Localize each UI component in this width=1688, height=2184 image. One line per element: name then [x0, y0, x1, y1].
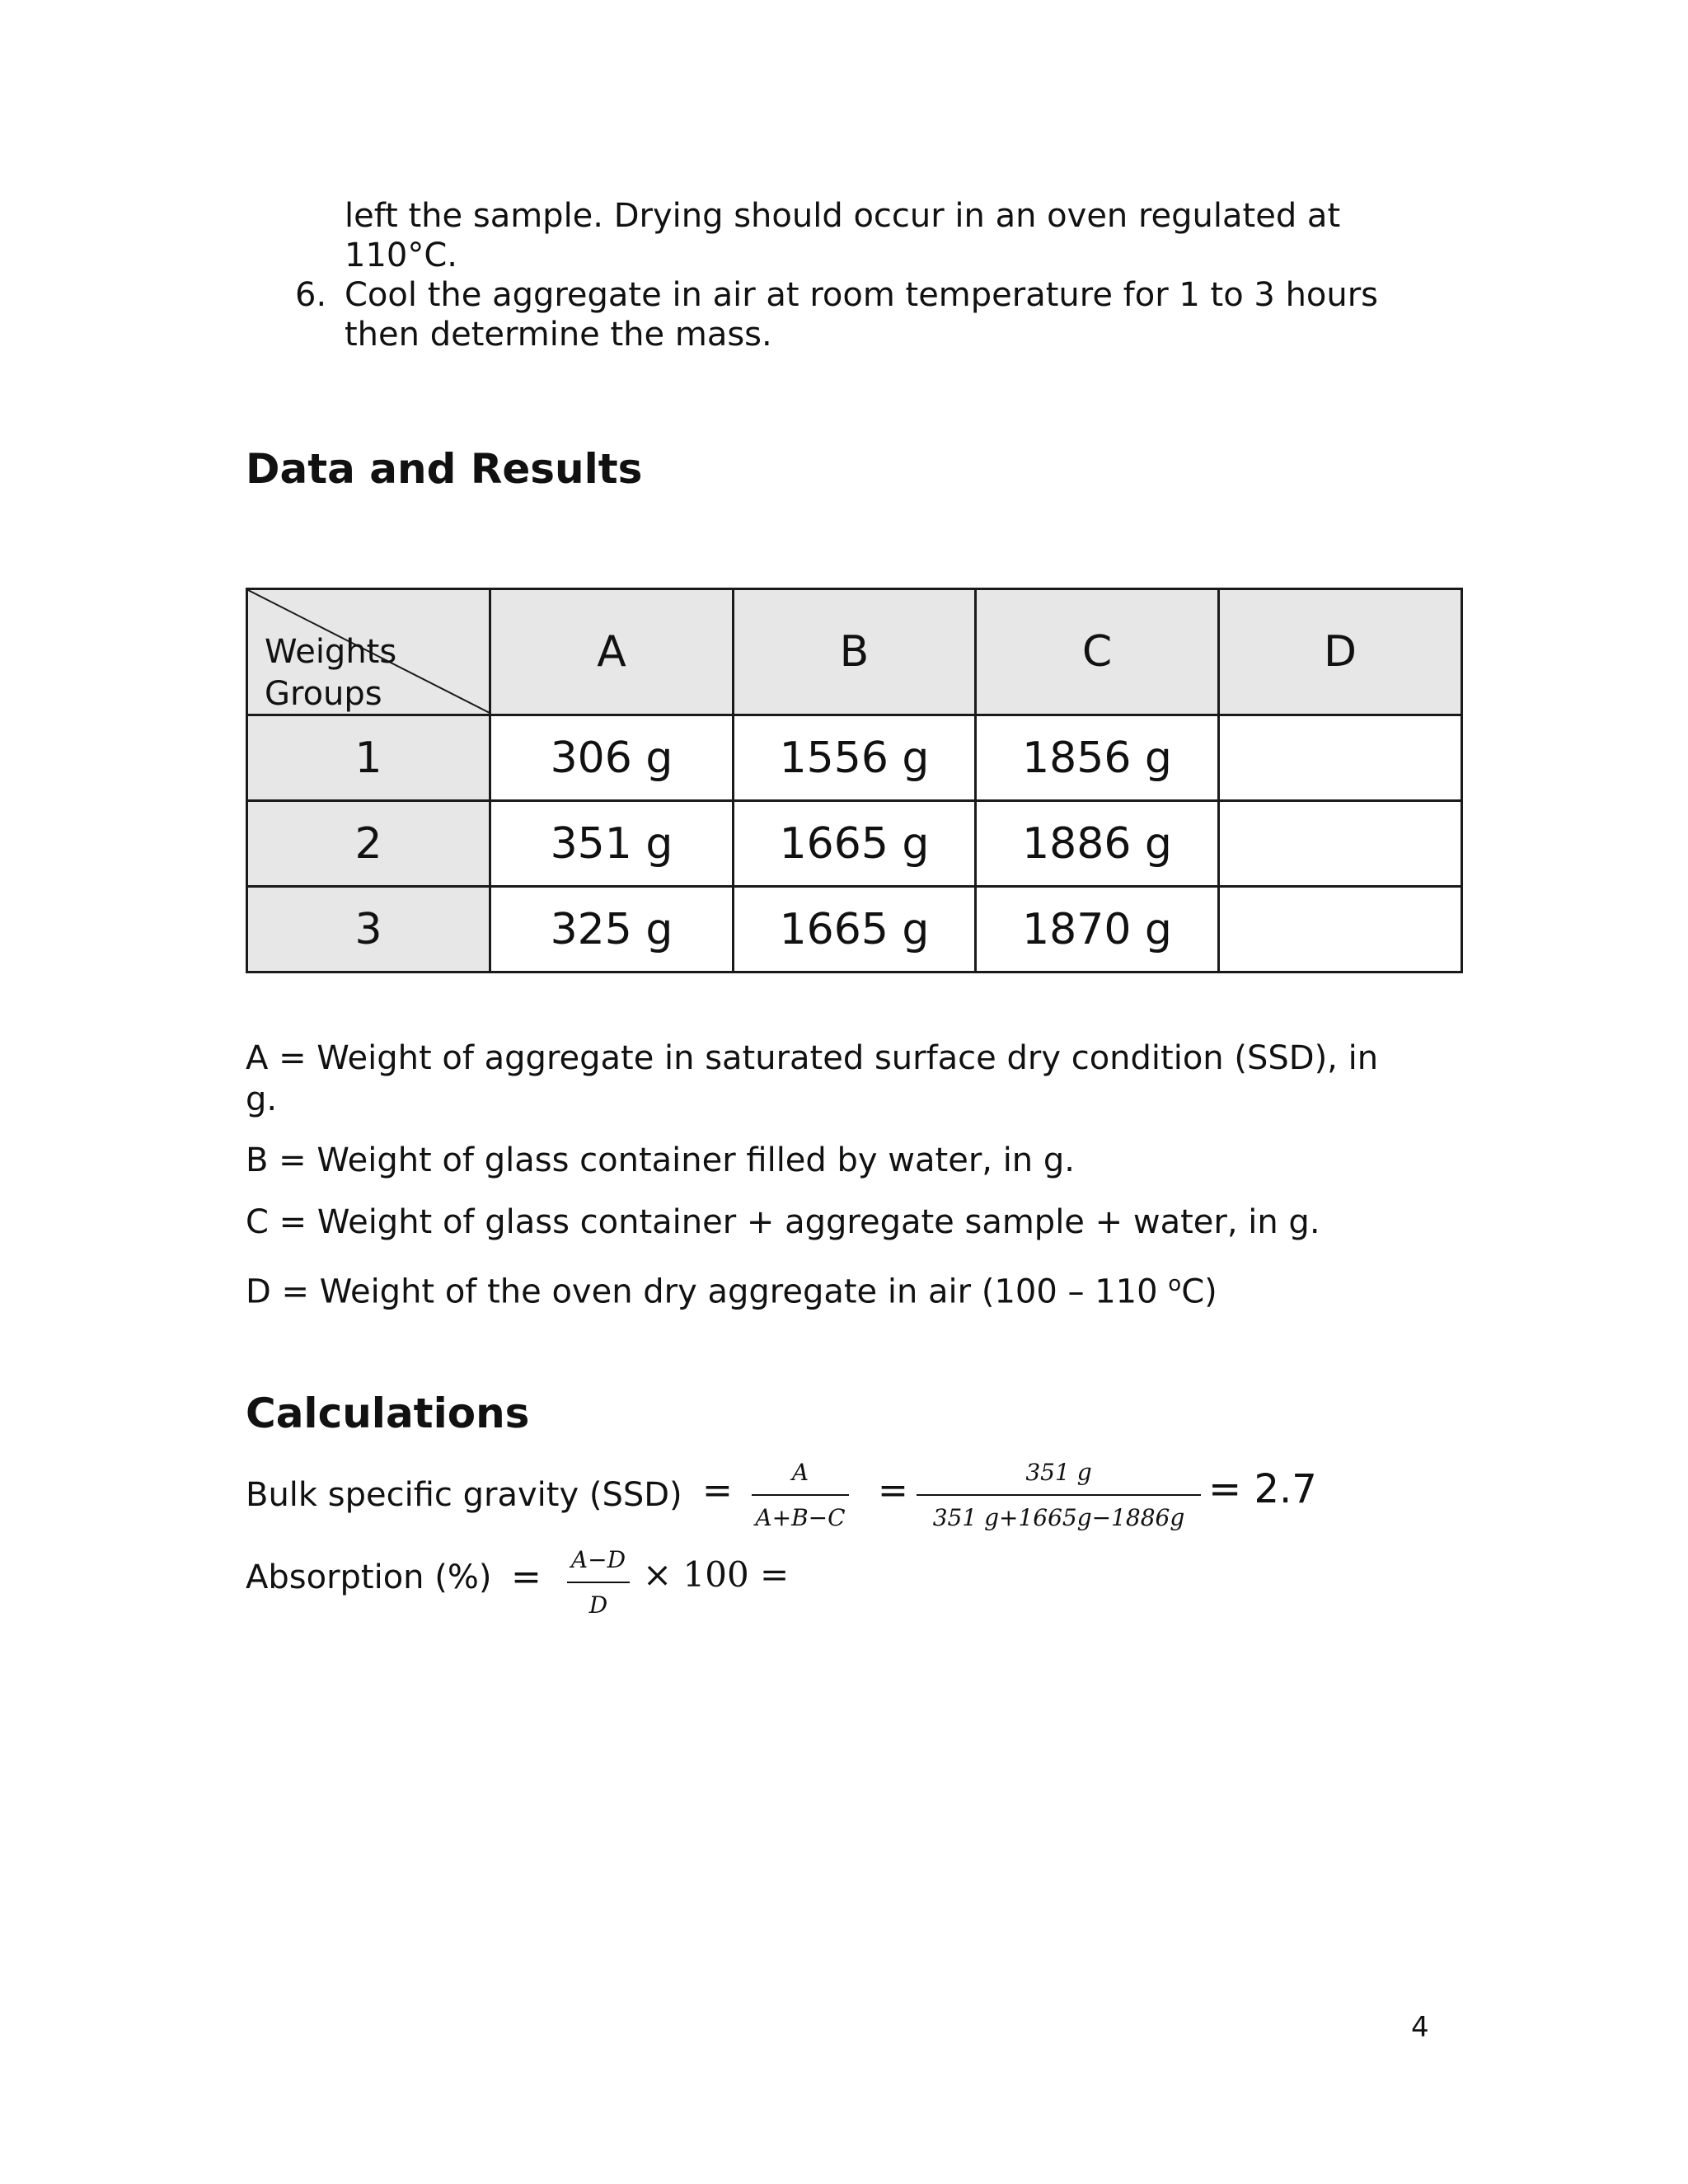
- table-cell: 325 g: [490, 887, 734, 972]
- absorption-fraction: [567, 1546, 630, 1619]
- table-row: [247, 715, 1462, 801]
- bulk-fraction-2-numerator: 351 g: [1025, 1459, 1092, 1486]
- table-header-row: [247, 589, 1462, 715]
- group-cell: 3: [247, 887, 490, 972]
- column-header-b: B: [734, 589, 976, 715]
- table-cell: [1219, 887, 1462, 972]
- definition-b: B = Weight of glass container filled by water, in g.: [246, 1141, 1075, 1179]
- corner-label-groups: Groups: [265, 675, 382, 713]
- group-cell: 2: [247, 801, 490, 887]
- bulk-result: = 2.7: [1208, 1466, 1317, 1512]
- table-cell: [1219, 715, 1462, 801]
- absorption-equals: =: [511, 1556, 542, 1598]
- weights-table: [246, 588, 1463, 973]
- degree-superscript: o: [1168, 1272, 1182, 1296]
- step-continuation-line-1: left the sample. Drying should occur in an oven regulated at: [345, 197, 1341, 235]
- absorption-label: Absorption (%): [246, 1558, 492, 1596]
- step-continuation-line-2: 110°C.: [345, 237, 457, 274]
- definition-c: C = Weight of glass container + aggregate sample + water, in g.: [246, 1203, 1320, 1241]
- bulk-equals-1: =: [702, 1469, 733, 1511]
- fraction-bar: [917, 1494, 1201, 1496]
- table-cell: 1886 g: [976, 801, 1219, 887]
- column-header-c: C: [976, 589, 1219, 715]
- definition-d-text: D = Weight of the oven dry aggregate in air (100 – 110: [246, 1272, 1169, 1311]
- absorption-fraction-denominator: D: [588, 1591, 608, 1619]
- column-header-a: A: [490, 589, 734, 715]
- fraction-bar: [567, 1582, 630, 1583]
- page-number: 4: [1411, 2011, 1429, 2044]
- table-row: [247, 801, 1462, 887]
- bulk-fraction-1-denominator: A+B−C: [755, 1504, 846, 1531]
- table-corner-cell: [247, 589, 490, 715]
- table-cell: 1870 g: [976, 887, 1219, 972]
- table-cell: 1856 g: [976, 715, 1219, 801]
- definition-a-line-1: A = Weight of aggregate in saturated surface dry condition (SSD), in: [246, 1039, 1379, 1077]
- bulk-fraction-2-denominator: 351 g+1665g−1886g: [932, 1504, 1185, 1531]
- step-6-line-1: Cool the aggregate in air at room temperature for 1 to 3 hours: [345, 276, 1379, 314]
- bulk-equals-2: =: [878, 1469, 908, 1511]
- step-6-number: 6.: [295, 276, 327, 314]
- table-cell: 1665 g: [734, 887, 976, 972]
- table-cell: 351 g: [490, 801, 734, 887]
- absorption-fraction-numerator: A−D: [570, 1546, 626, 1573]
- calculations-heading: Calculations: [246, 1390, 530, 1437]
- data-results-heading: Data and Results: [246, 445, 643, 493]
- step-6-line-2: then determine the mass.: [345, 316, 772, 354]
- absorption-times-100: × 100 =: [643, 1554, 790, 1595]
- bulk-fraction-1-numerator: A: [791, 1459, 809, 1486]
- table-cell: 1556 g: [734, 715, 976, 801]
- definition-d-unit: C): [1181, 1272, 1217, 1311]
- definition-d: [246, 1264, 1217, 1311]
- fraction-bar: [752, 1494, 849, 1496]
- table-cell: 1665 g: [734, 801, 976, 887]
- bulk-fraction-1: [752, 1459, 849, 1531]
- corner-label-weights: Weights: [265, 633, 397, 671]
- definition-a-line-2: g.: [246, 1080, 278, 1118]
- bulk-gravity-label: Bulk specific gravity (SSD): [246, 1476, 682, 1514]
- table-cell: 306 g: [490, 715, 734, 801]
- bulk-fraction-2: [917, 1459, 1201, 1531]
- table-row: [247, 887, 1462, 972]
- group-cell: 1: [247, 715, 490, 801]
- table-cell: [1219, 801, 1462, 887]
- column-header-d: D: [1219, 589, 1462, 715]
